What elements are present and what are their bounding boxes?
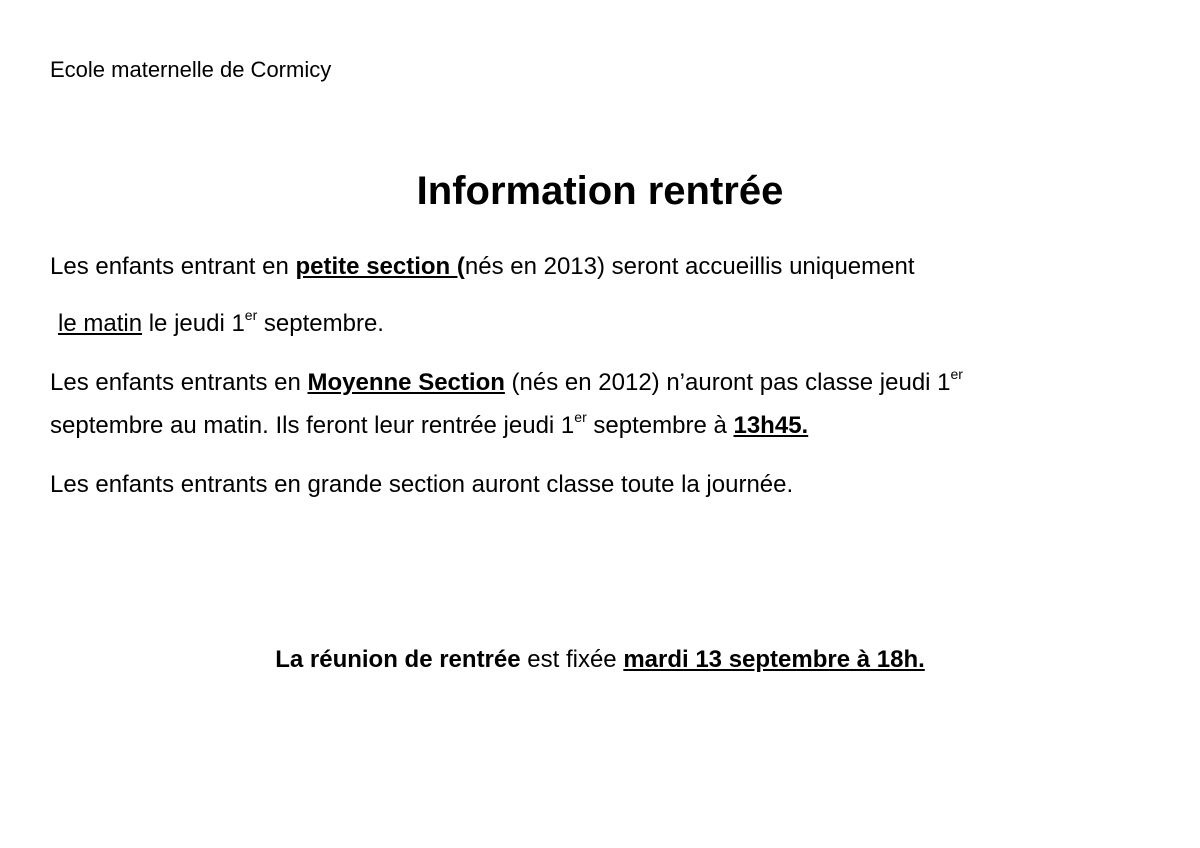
text-segment: septembre au matin. Ils feront leur rentrée jeudi 1	[50, 412, 575, 439]
grande-section-line: Les enfants entrants en grande section auront classe toute la journée.	[50, 471, 794, 498]
superscript-er: er	[244, 307, 258, 323]
text-segment: Les enfants entrant en	[50, 253, 296, 280]
moyenne-section-line-2	[50, 411, 808, 441]
meeting-date: mardi 13 septembre à 18h.	[623, 646, 925, 673]
text-segment: est fixée	[520, 646, 624, 673]
moyenne-section-line-1	[50, 368, 963, 398]
text-segment: Les enfants entrants en	[50, 369, 308, 396]
superscript-er: er	[574, 409, 587, 425]
petite-section-line-1	[50, 252, 915, 282]
time-emphasis: 13h45.	[733, 412, 809, 439]
school-name: Ecole maternelle de Cormicy	[50, 57, 332, 82]
moyenne-section-emphasis: Moyenne Section	[307, 369, 505, 396]
matin-emphasis: le matin	[58, 310, 143, 337]
meeting-label: La réunion de rentrée	[275, 646, 521, 673]
text-segment: nés en 2013) seront accueillis uniquement	[464, 253, 915, 280]
petite-section-emphasis: petite section (	[295, 253, 465, 280]
text-segment: (nés en 2012) n’auront pas classe jeudi 1	[504, 369, 951, 396]
meeting-line	[0, 645, 1200, 675]
text-segment: le jeudi 1	[142, 310, 245, 337]
page-title: Information rentrée	[416, 169, 784, 213]
petite-section-line-2	[58, 309, 384, 339]
superscript-er: er	[950, 366, 963, 382]
text-segment: septembre.	[257, 310, 384, 337]
text-segment: septembre à	[586, 412, 734, 439]
